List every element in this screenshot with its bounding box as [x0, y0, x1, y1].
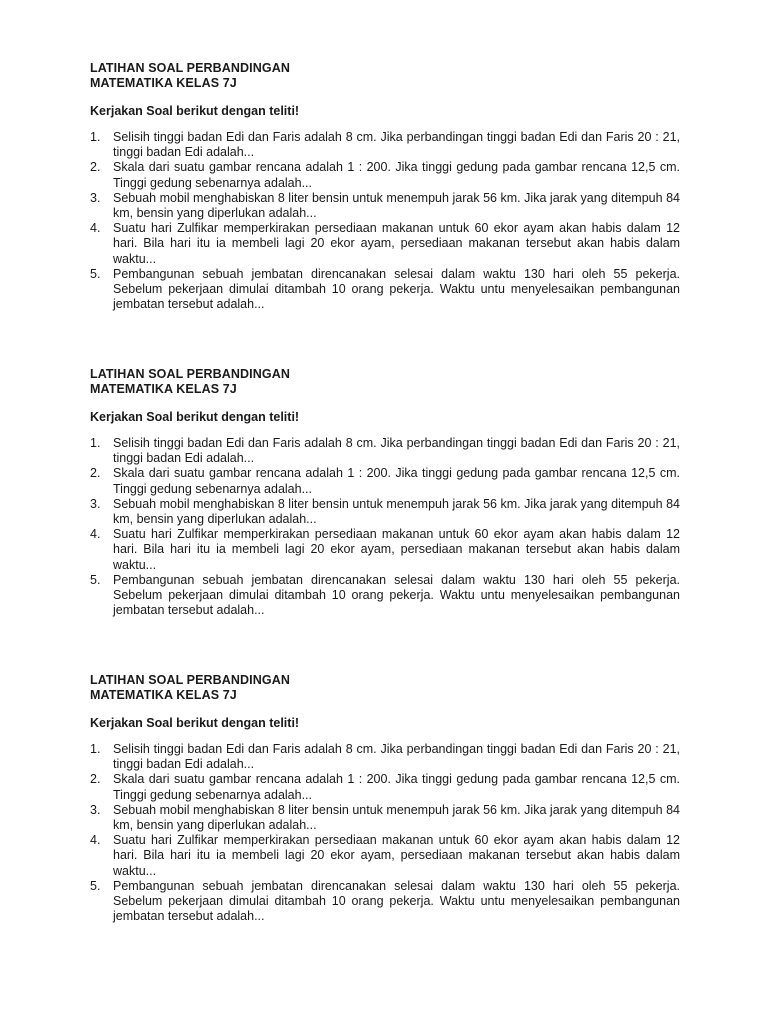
instruction-text: Kerjakan Soal berikut dengan teliti!: [90, 716, 300, 730]
question-list: [90, 742, 680, 924]
question-number: 2.: [90, 160, 101, 175]
question-text: Sebuah mobil menghabiskan 8 liter bensin untuk menempuh jarak 56 km. Jika jarak yang ditempuh 84 km, bensin yang diperlukan adalah...: [113, 802, 680, 833]
question-item-3: [90, 803, 680, 833]
question-item-2: [90, 160, 680, 190]
question-text: Skala dari suatu gambar rencana adalah 1 : 200. Jika tinggi gedung pada gambar rencana 12,5 cm. Tinggi gedung sebenarnya adalah...: [113, 772, 680, 802]
worksheet-1: [90, 61, 680, 312]
title-line-2: MATEMATIKA KELAS 7J: [90, 688, 237, 702]
question-number: 5.: [90, 878, 101, 893]
question-item-4: [90, 221, 680, 267]
question-text: Skala dari suatu gambar rencana adalah 1 : 200. Jika tinggi gedung pada gambar rencana 12,5 cm. Tinggi gedung sebenarnya adalah...: [113, 466, 680, 496]
question-text: Sebuah mobil menghabiskan 8 liter bensin untuk menempuh jarak 56 km. Jika jarak yang ditempuh 84 km, bensin yang diperlukan adalah...: [113, 190, 680, 221]
question-text: Selisih tinggi badan Edi dan Faris adalah 8 cm. Jika perbandingan tinggi badan Edi dan Faris 20 : 21, tinggi badan Edi adalah...: [113, 436, 680, 466]
question-number: 1.: [90, 130, 101, 144]
question-list: [90, 436, 680, 618]
title-line-2: MATEMATIKA KELAS 7J: [90, 76, 237, 90]
question-item-1: [90, 742, 680, 772]
question-item-4: [90, 527, 680, 573]
question-item-1: [90, 436, 680, 466]
question-number: 3.: [90, 496, 101, 511]
question-number: 2.: [90, 466, 101, 481]
question-number: 4.: [90, 527, 101, 542]
question-number: 3.: [90, 802, 101, 817]
title-line-1: LATIHAN SOAL PERBANDINGAN: [90, 673, 290, 687]
question-text: Pembangunan sebuah jembatan direncanakan selesai dalam waktu 130 hari oleh 55 pekerja. Sebelum pekerjaan dimulai ditambah 10 orang pekerja. Waktu untu menyelesaikan pembangunan jembatan tersebut adalah...: [113, 572, 680, 618]
instruction-text: Kerjakan Soal berikut dengan teliti!: [90, 410, 300, 424]
question-item-1: [90, 130, 680, 160]
question-number: 1.: [90, 436, 101, 450]
worksheet-3: [90, 673, 680, 924]
question-text: Pembangunan sebuah jembatan direncanakan selesai dalam waktu 130 hari oleh 55 pekerja. Sebelum pekerjaan dimulai ditambah 10 orang pekerja. Waktu untu menyelesaikan pembangunan jembatan tersebut adalah...: [113, 266, 680, 312]
question-item-3: [90, 497, 680, 527]
worksheet-2: [90, 367, 680, 618]
question-number: 5.: [90, 266, 101, 281]
worksheet-title: [90, 61, 680, 91]
question-text: Sebuah mobil menghabiskan 8 liter bensin untuk menempuh jarak 56 km. Jika jarak yang ditempuh 84 km, bensin yang diperlukan adalah...: [113, 496, 680, 527]
question-item-4: [90, 833, 680, 879]
question-text: Skala dari suatu gambar rencana adalah 1 : 200. Jika tinggi gedung pada gambar rencana 12,5 cm. Tinggi gedung sebenarnya adalah...: [113, 160, 680, 190]
title-line-1: LATIHAN SOAL PERBANDINGAN: [90, 61, 290, 75]
question-item-5: [90, 267, 680, 313]
worksheet-title: [90, 673, 680, 703]
question-number: 4.: [90, 221, 101, 236]
question-item-5: [90, 879, 680, 925]
question-number: 5.: [90, 572, 101, 587]
question-item-2: [90, 466, 680, 496]
question-text: Suatu hari Zulfikar memperkirakan persediaan makanan untuk 60 ekor ayam akan habis dalam 12 hari. Bila hari itu ia membeli lagi 20 ekor ayam, persediaan makanan tersebut akan habis dalam waktu...: [113, 527, 680, 572]
question-number: 4.: [90, 833, 101, 848]
question-item-3: [90, 191, 680, 221]
title-line-1: LATIHAN SOAL PERBANDINGAN: [90, 367, 290, 381]
question-text: Suatu hari Zulfikar memperkirakan persediaan makanan untuk 60 ekor ayam akan habis dalam 12 hari. Bila hari itu ia membeli lagi 20 ekor ayam, persediaan makanan tersebut akan habis dalam waktu...: [113, 221, 680, 266]
question-number: 1.: [90, 742, 101, 756]
question-text: Selisih tinggi badan Edi dan Faris adalah 8 cm. Jika perbandingan tinggi badan Edi dan Faris 20 : 21, tinggi badan Edi adalah...: [113, 130, 680, 160]
question-item-2: [90, 772, 680, 802]
question-list: [90, 130, 680, 312]
title-line-2: MATEMATIKA KELAS 7J: [90, 382, 237, 396]
question-text: Suatu hari Zulfikar memperkirakan persediaan makanan untuk 60 ekor ayam akan habis dalam 12 hari. Bila hari itu ia membeli lagi 20 ekor ayam, persediaan makanan tersebut akan habis dalam waktu...: [113, 833, 680, 878]
question-text: Pembangunan sebuah jembatan direncanakan selesai dalam waktu 130 hari oleh 55 pekerja. Sebelum pekerjaan dimulai ditambah 10 orang pekerja. Waktu untu menyelesaikan pembangunan jembatan tersebut adalah...: [113, 878, 680, 924]
question-number: 2.: [90, 772, 101, 787]
question-text: Selisih tinggi badan Edi dan Faris adalah 8 cm. Jika perbandingan tinggi badan Edi dan Faris 20 : 21, tinggi badan Edi adalah...: [113, 742, 680, 772]
instruction-text: Kerjakan Soal berikut dengan teliti!: [90, 104, 300, 118]
question-number: 3.: [90, 190, 101, 205]
worksheet-title: [90, 367, 680, 397]
question-item-5: [90, 573, 680, 619]
